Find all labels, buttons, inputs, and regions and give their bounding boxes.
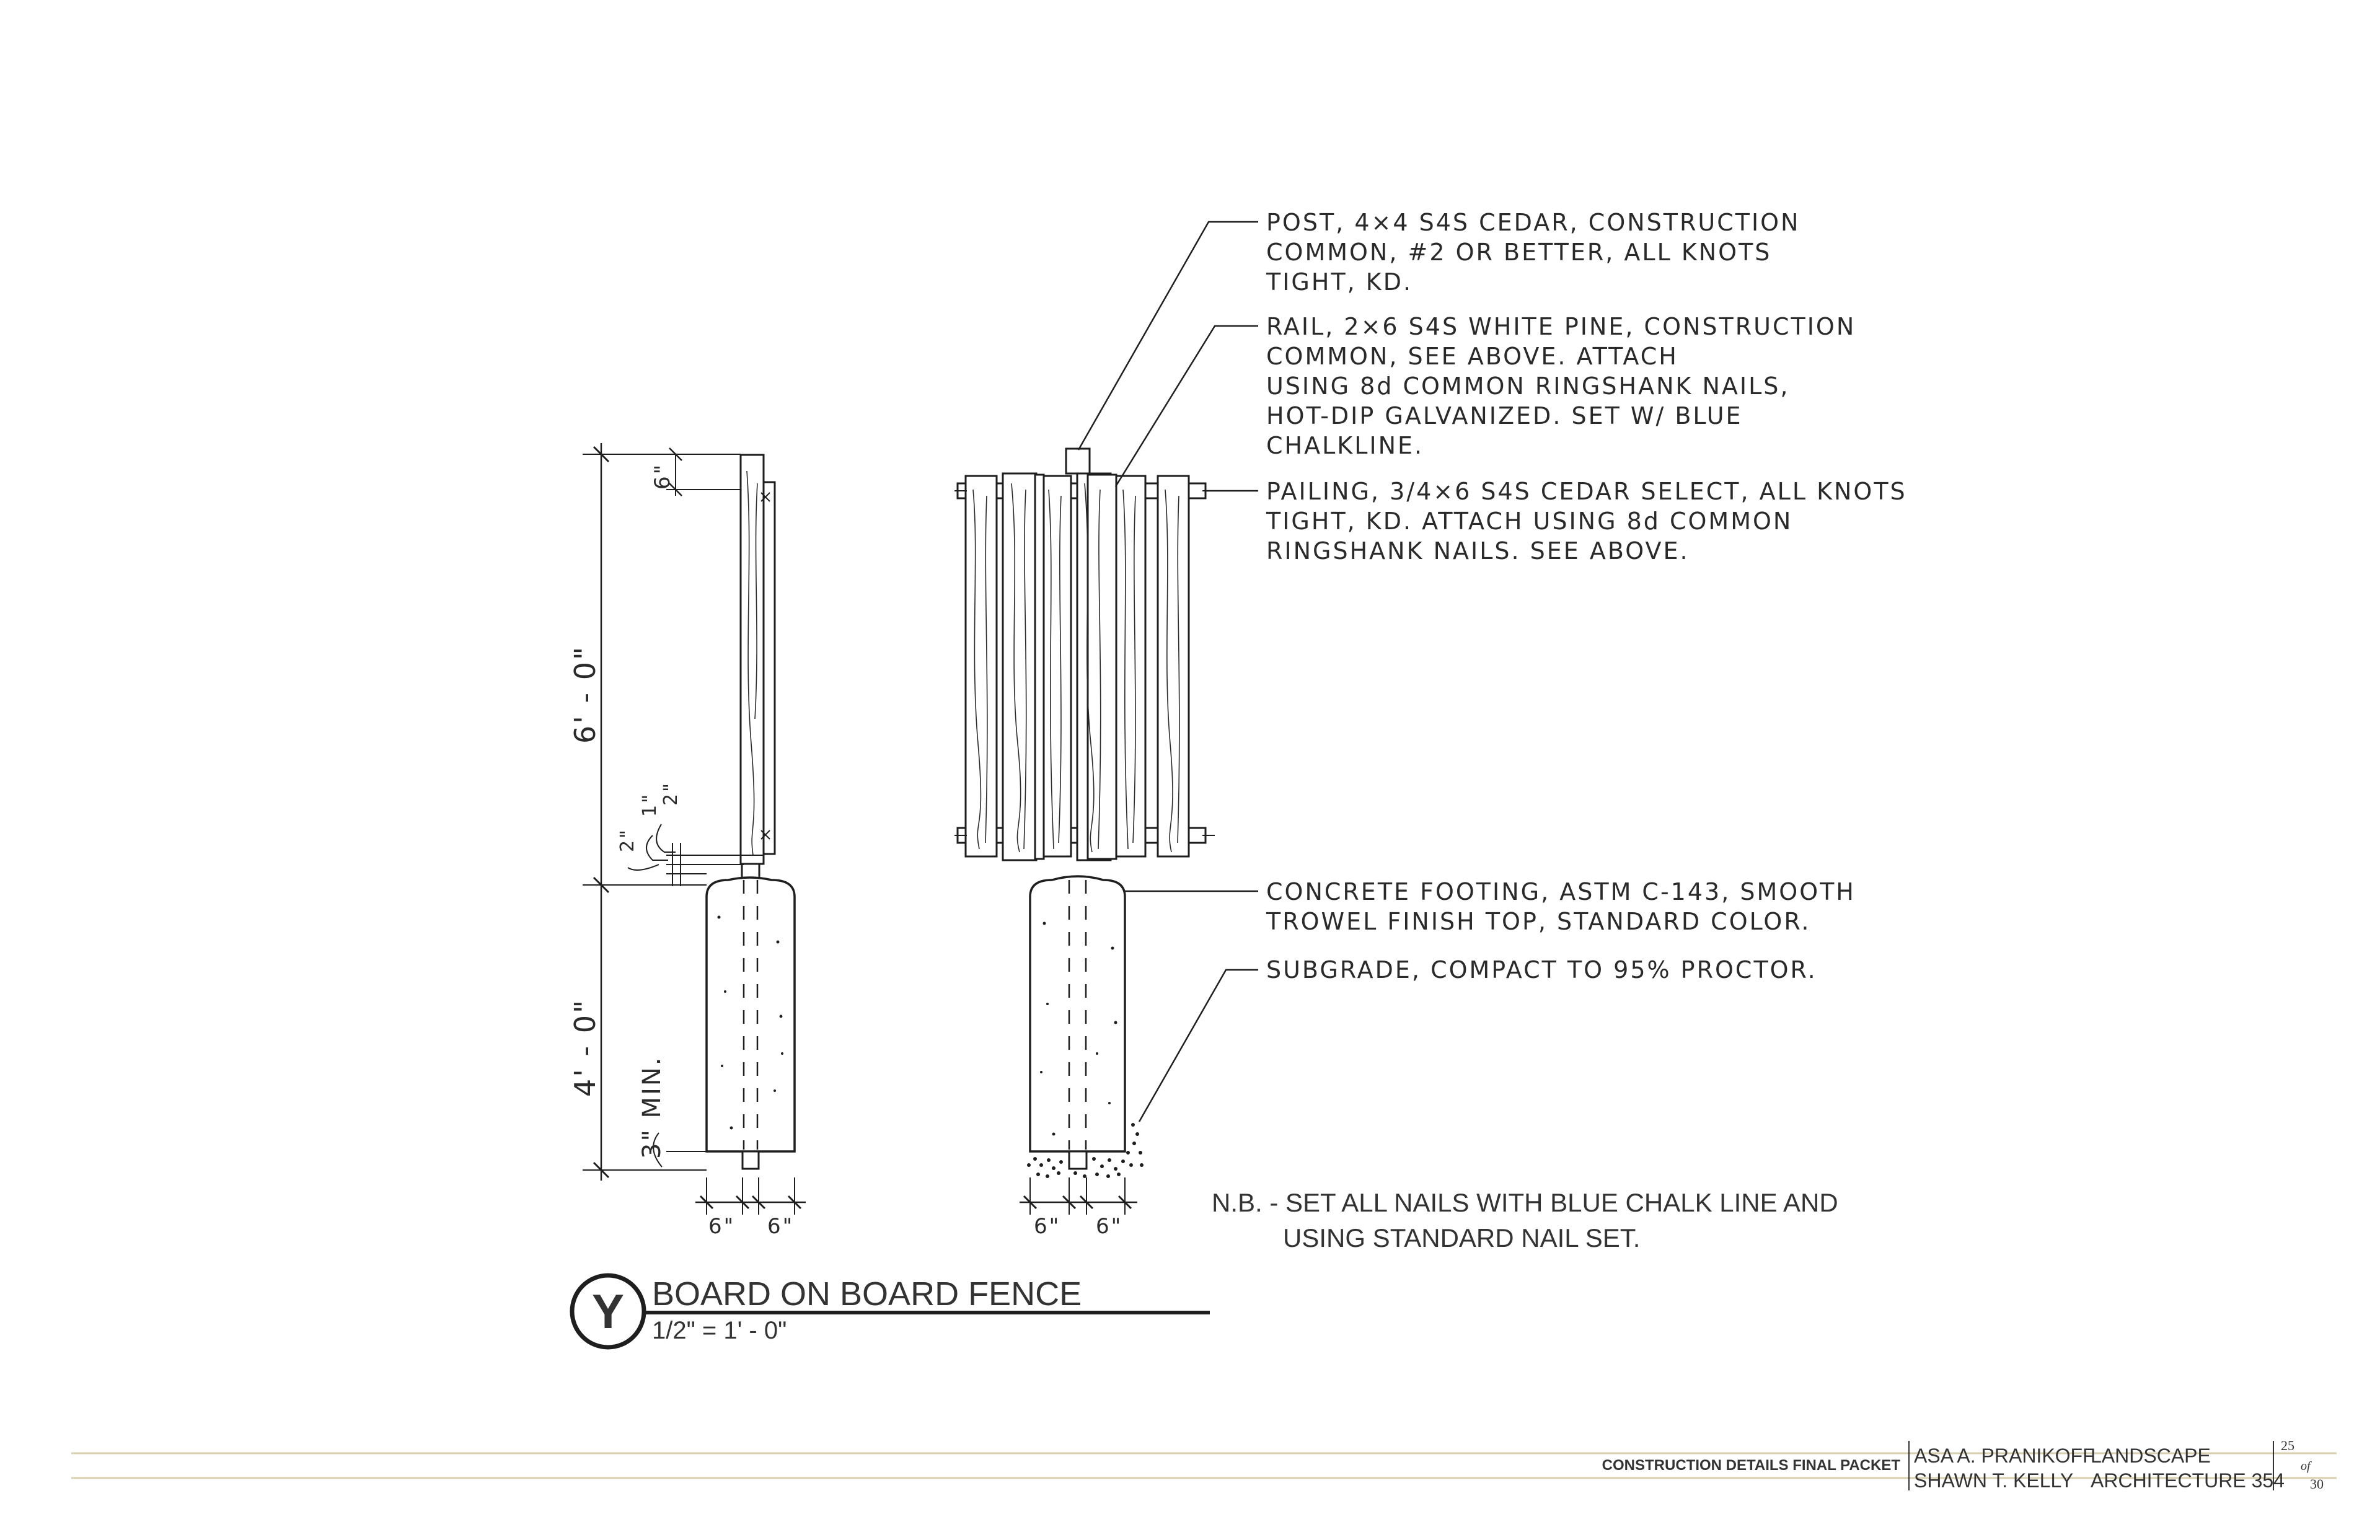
general-note	[1212, 1188, 1838, 1252]
note-line-1: N.B. - SET ALL NAILS WITH BLUE CHALK LINE AND	[1212, 1188, 1838, 1217]
callout-rail-line: CHALKLINE.	[1266, 432, 1424, 459]
page-number: 25	[2281, 1438, 2294, 1453]
dim-gap-c: 2"	[660, 781, 682, 806]
callout-footing-line: TROWEL FINISH TOP, STANDARD COLOR.	[1266, 908, 1811, 935]
callout-post-line: POST, 4×4 S4S CEDAR, CONSTRUCTION	[1266, 209, 1800, 236]
section-view	[568, 443, 806, 1239]
callout-post-line: TIGHT, KD.	[1266, 268, 1413, 296]
page-total: 30	[2310, 1476, 2324, 1492]
detail-scale: 1/2" = 1' - 0"	[652, 1317, 787, 1344]
detail-title-text: BOARD ON BOARD FENCE	[652, 1275, 1082, 1313]
dim-base-right-a: 6"	[1034, 1214, 1061, 1239]
dim-base-right-b: 6"	[1096, 1214, 1123, 1239]
author-2: SHAWN T. KELLY	[1914, 1469, 2074, 1492]
page-of: of	[2301, 1459, 2311, 1473]
title-block	[71, 1438, 2337, 1492]
elevation-view	[954, 449, 1233, 1239]
dim-top-board: 6"	[650, 462, 675, 490]
elevation-concrete-footing	[1030, 876, 1125, 1151]
course-line-1: LANDSCAPE	[2091, 1445, 2211, 1467]
callout-rail-line: USING 8d COMMON RINGSHANK NAILS,	[1266, 372, 1790, 400]
dim-base-left-b: 6"	[767, 1214, 795, 1239]
callout-footing	[1266, 878, 1856, 935]
dim-base-left-a: 6"	[708, 1214, 736, 1239]
section-paling-board	[741, 455, 764, 864]
callout-rail-line: COMMON, SEE ABOVE. ATTACH	[1266, 343, 1678, 370]
author-1: ASA A. PRANIKOFF	[1914, 1445, 2095, 1467]
dim-fence-height: 6' - 0"	[568, 645, 602, 744]
dim-footing-depth: 4' - 0"	[568, 998, 602, 1097]
callout-rail	[1266, 313, 1856, 459]
callout-paling-line: TIGHT, KD. ATTACH USING 8d COMMON	[1266, 508, 1793, 535]
callout-rail-line: HOT-DIP GALVANIZED. SET W/ BLUE	[1266, 402, 1743, 429]
callout-paling-line: PAILING, 3/4×6 S4S CEDAR SELECT, ALL KNOTS	[1266, 478, 1907, 505]
callout-rail-line: RAIL, 2×6 S4S WHITE PINE, CONSTRUCTION	[1266, 313, 1856, 340]
callout-post-line: COMMON, #2 OR BETTER, ALL KNOTS	[1266, 239, 1772, 266]
elevation-paling	[1003, 473, 1036, 860]
packet-name: CONSTRUCTION DETAILS FINAL PACKET	[1602, 1457, 1900, 1474]
callout-paling	[1266, 478, 1907, 565]
callout-paling-line: RINGSHANK NAILS. SEE ABOVE.	[1266, 537, 1690, 565]
callout-subgrade-line: SUBGRADE, COMPACT TO 95% PROCTOR.	[1266, 956, 1817, 983]
callout-post	[1266, 209, 1800, 296]
section-concrete-footing	[707, 878, 795, 1151]
callout-subgrade	[1266, 956, 1817, 983]
dim-gap-b: 1"	[639, 793, 661, 817]
elevation-post-top	[1066, 449, 1090, 473]
section-rail	[764, 482, 775, 854]
course-line-2: ARCHITECTURE 354	[2091, 1469, 2285, 1492]
dim-gap-a: 2"	[617, 828, 638, 852]
dim-post-below: 3" MIN.	[638, 1055, 666, 1159]
callout-footing-line: CONCRETE FOOTING, ASTM C-143, SMOOTH	[1266, 878, 1856, 905]
note-line-2: USING STANDARD NAIL SET.	[1283, 1223, 1641, 1252]
detail-letter: Y	[591, 1284, 625, 1339]
detail-title	[572, 1275, 1210, 1347]
